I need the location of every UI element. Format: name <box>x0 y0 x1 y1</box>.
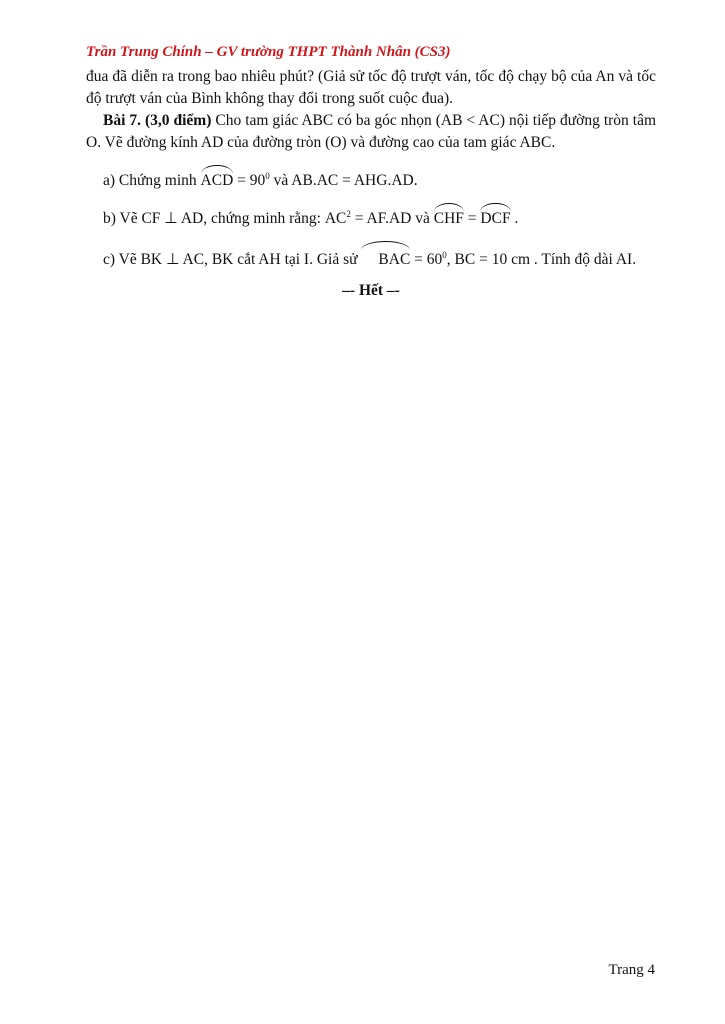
question-c-eq: = 60 <box>410 251 443 269</box>
question-b-and: và <box>411 210 434 228</box>
question-b-eq1: = AF.AD <box>350 210 412 228</box>
question-b-angles <box>434 210 511 227</box>
question-b-mid: , chứng minh rằng: <box>203 210 325 228</box>
question-c-mid: , BK cắt AH tại I. Giả sử <box>204 251 362 269</box>
problem-text: Cho tam giác ABC có ba góc nhọn (AB < AC) nội tiếp đường tròn tâm O. Vẽ đường kính AD của đường tròn (O) và đường cao của tam giác ABC. <box>86 112 657 151</box>
question-b-end: . <box>510 210 519 228</box>
question-b-math <box>325 210 412 227</box>
page-number: Trang 4 <box>608 962 655 978</box>
question-a-math <box>201 172 270 189</box>
ac-base: AC <box>324 210 347 228</box>
angle-dcf: DCF <box>480 208 510 230</box>
degree-superscript: 0 <box>265 171 270 181</box>
degree-superscript: 0 <box>442 250 447 261</box>
question-b-eq2: = <box>463 210 481 228</box>
angle-bac: BAC <box>361 246 410 274</box>
end-mark: –- Hết –- <box>342 282 400 300</box>
square-exponent: 2 <box>346 209 351 220</box>
angle-chf: CHF <box>434 208 464 230</box>
question-c-prefix: c) Vẽ <box>103 251 141 269</box>
question-c-math <box>361 251 530 268</box>
question-c <box>86 241 656 274</box>
question-b-prefix: b) Vẽ <box>103 210 142 228</box>
page-header: Trần Trung Chính – GV trường THPT Thành Nhân (CS3) <box>86 44 451 60</box>
question-a-eq: = 90 <box>233 172 266 190</box>
question-b <box>86 203 656 230</box>
angle-acd: ACD <box>201 170 234 192</box>
problem-statement <box>86 110 656 154</box>
question-a-prefix: a) Chứng minh <box>103 172 201 190</box>
perp-bk-ac: BK ⊥ AC <box>140 251 205 269</box>
perp-cf-ad: CF ⊥ AD <box>141 210 204 228</box>
document-body <box>86 66 656 302</box>
question-a <box>86 165 656 192</box>
question-c-end: . Tính độ dài AI. <box>530 251 637 269</box>
question-a-rest: và AB.AC = AHG.AD. <box>269 172 418 190</box>
problem-label: Bài 7. (3,0 điểm) <box>103 112 212 129</box>
intro-paragraph: đua đã diễn ra trong bao nhiêu phút? (Giả sử tốc độ trượt ván, tốc độ chạy bộ của An và tốc độ trượt ván của Bình không thay đổi trong suốt cuộc đua). <box>86 68 656 107</box>
question-c-values: , BC = 10 cm <box>446 251 531 269</box>
